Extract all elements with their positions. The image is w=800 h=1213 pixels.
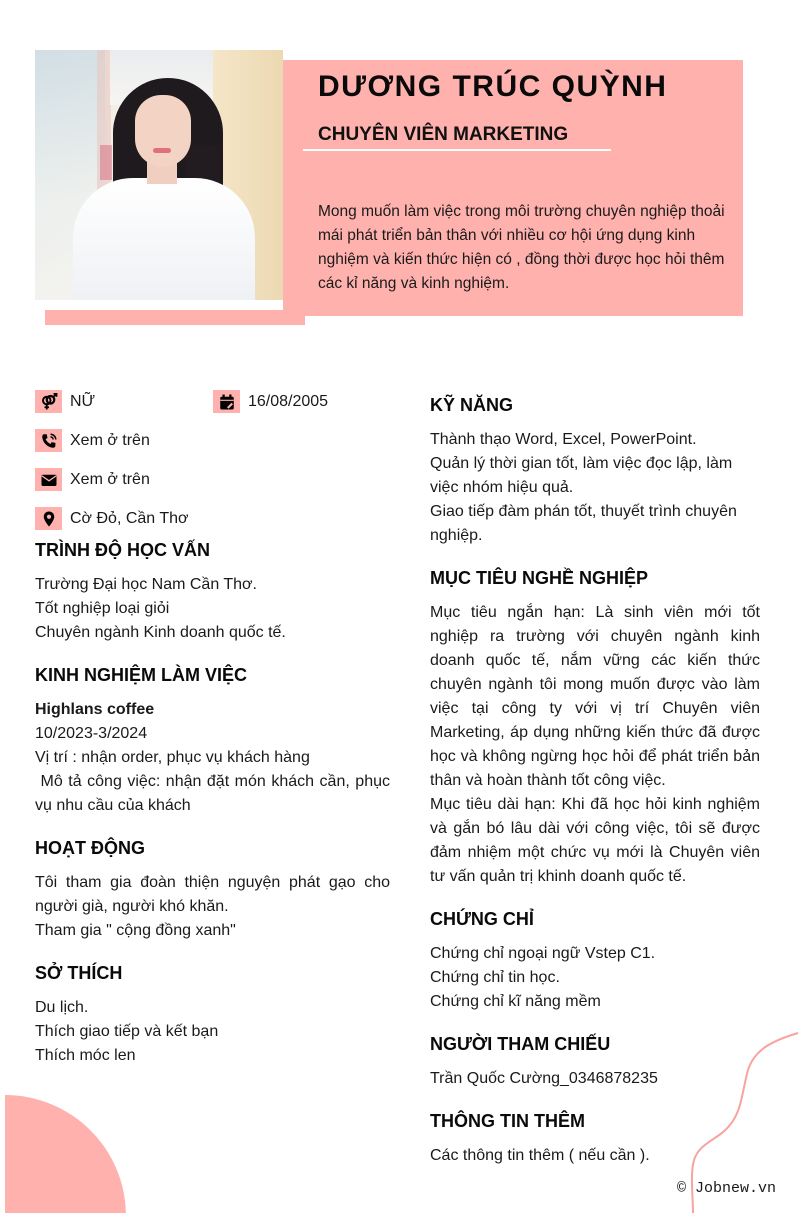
phone-value: Xem ở trên: [70, 431, 150, 449]
decorative-quarter-circle: [5, 1095, 126, 1213]
hobbies-section: [35, 963, 390, 1068]
certificate-line: Chứng chỉ tin học.: [430, 969, 560, 986]
copyright-footer: © Jobnew.vn: [677, 1180, 777, 1197]
left-column: [35, 390, 395, 1088]
section-title-objective: MỤC TIÊU NGHỀ NGHIỆP: [430, 568, 649, 588]
header-panel: [283, 60, 743, 316]
activity-line: Tham gia " cộng đồng xanh": [35, 922, 236, 939]
gender-icon: [35, 390, 62, 413]
additional-line: Các thông tin thêm ( nếu cần ).: [430, 1147, 650, 1164]
skill-line: Giao tiếp đàm phán tốt, thuyết trình chuyên nghiệp.: [430, 503, 737, 544]
education-line: Trường Đại học Nam Cần Thơ.: [35, 576, 257, 593]
hobby-line: Thích giao tiếp và kết bạn: [35, 1023, 219, 1040]
phone-icon: [35, 429, 62, 452]
section-title-education: TRÌNH ĐỘ HỌC VẤN: [35, 540, 210, 560]
section-title-references: NGƯỜI THAM CHIẾU: [430, 1034, 611, 1054]
experience-section: [35, 665, 395, 818]
activity-line: Tôi tham gia đoàn thiện nguyện phát gạo cho người già, người khó khăn.: [35, 874, 390, 915]
experience-company: Highlans coffee: [35, 701, 155, 718]
objective-short-term: Mục tiêu ngắn hạn: Là sinh viên mới tốt nghiệp ra trường với chuyên ngành kinh doanh quốc tế, nắm vững các kiến thức chuyên ngành tôi mong muốn được vào làm việc tại công ty với vị trí Chuyên viên Marketing, áp dụng những kiến thức đã được học và không ngừng học hỏi để phát triển bản thân và hoàn thành tốt công việc.: [430, 604, 760, 789]
contact-phone: [35, 429, 150, 452]
certificate-line: Chứng chỉ ngoại ngữ Vstep C1.: [430, 945, 656, 962]
career-summary: Mong muốn làm việc trong môi trường chuyên nghiệp thoải mái phát triển bản thân với nhiều cơ hội ứng dụng kinh nghiệm và kiến thức hiện có , đồng thời được học hỏi thêm các kỉ năng và kinh nghiệm.: [318, 203, 725, 292]
profile-photo: [35, 50, 283, 300]
email-value: Xem ở trên: [70, 470, 150, 488]
section-title-activities: HOẠT ĐỘNG: [35, 838, 145, 858]
photo-accent-strip: [45, 310, 305, 325]
section-title-certificates: CHỨNG CHỈ: [430, 909, 534, 929]
section-title-additional: THÔNG TIN THÊM: [430, 1111, 585, 1131]
calendar-icon: [213, 390, 240, 413]
education-line: Chuyên ngành Kinh doanh quốc tế.: [35, 624, 286, 641]
skill-line: Thành thạo Word, Excel, PowerPoint.: [430, 431, 697, 448]
birthday-value: 16/08/2005: [248, 392, 329, 410]
reference-line: Trần Quốc Cường_0346878235: [430, 1070, 658, 1087]
contact-address: [35, 507, 189, 530]
education-section: [35, 540, 390, 645]
skill-line: Quản lý thời gian tốt, làm việc đọc lập, làm việc nhóm hiệu quả.: [430, 455, 733, 496]
objective-section: [430, 568, 760, 889]
contact-email: [35, 468, 150, 491]
hobby-line: Du lịch.: [35, 999, 89, 1016]
hobby-line: Thích móc len: [35, 1047, 136, 1064]
job-title: CHUYÊN VIÊN MARKETING: [318, 124, 569, 145]
experience-description: Mô tả công việc: nhận đặt món khách cần, phục vụ nhu cầu của khách: [35, 773, 395, 814]
mail-icon: [35, 468, 62, 491]
certificates-section: [430, 909, 760, 1014]
section-title-skills: KỸ NĂNG: [430, 395, 514, 415]
location-pin-icon: [35, 507, 62, 530]
contact-info: [35, 390, 390, 540]
certificate-line: Chứng chỉ kĩ năng mềm: [430, 993, 601, 1010]
section-title-experience: KINH NGHIỆM LÀM VIỆC: [35, 665, 248, 685]
experience-period: 10/2023-3/2024: [35, 725, 148, 742]
contact-birthday: [213, 390, 328, 413]
experience-position: Vị trí : nhận order, phục vụ khách hàng: [35, 749, 310, 766]
contact-gender: [35, 390, 95, 413]
gender-value: NỮ: [70, 392, 96, 410]
candidate-name: DƯƠNG TRÚC QUỲNH: [318, 70, 668, 103]
activities-section: [35, 838, 390, 943]
education-line: Tốt nghiệp loại giỏi: [35, 600, 170, 617]
skills-section: [430, 395, 760, 548]
address-value: Cờ Đỏ, Cần Thơ: [70, 509, 189, 527]
section-title-hobbies: SỞ THÍCH: [35, 963, 123, 983]
title-underline-divider: [303, 149, 611, 151]
objective-long-term: Mục tiêu dài hạn: Khi đã học hỏi kinh nghiệm và gắn bó lâu dài với công việc, tôi sẽ được đảm nhiệm một chức vụ mới là Chuyên viên tư vấn quản trị khinh doanh quốc tế.: [430, 796, 760, 885]
